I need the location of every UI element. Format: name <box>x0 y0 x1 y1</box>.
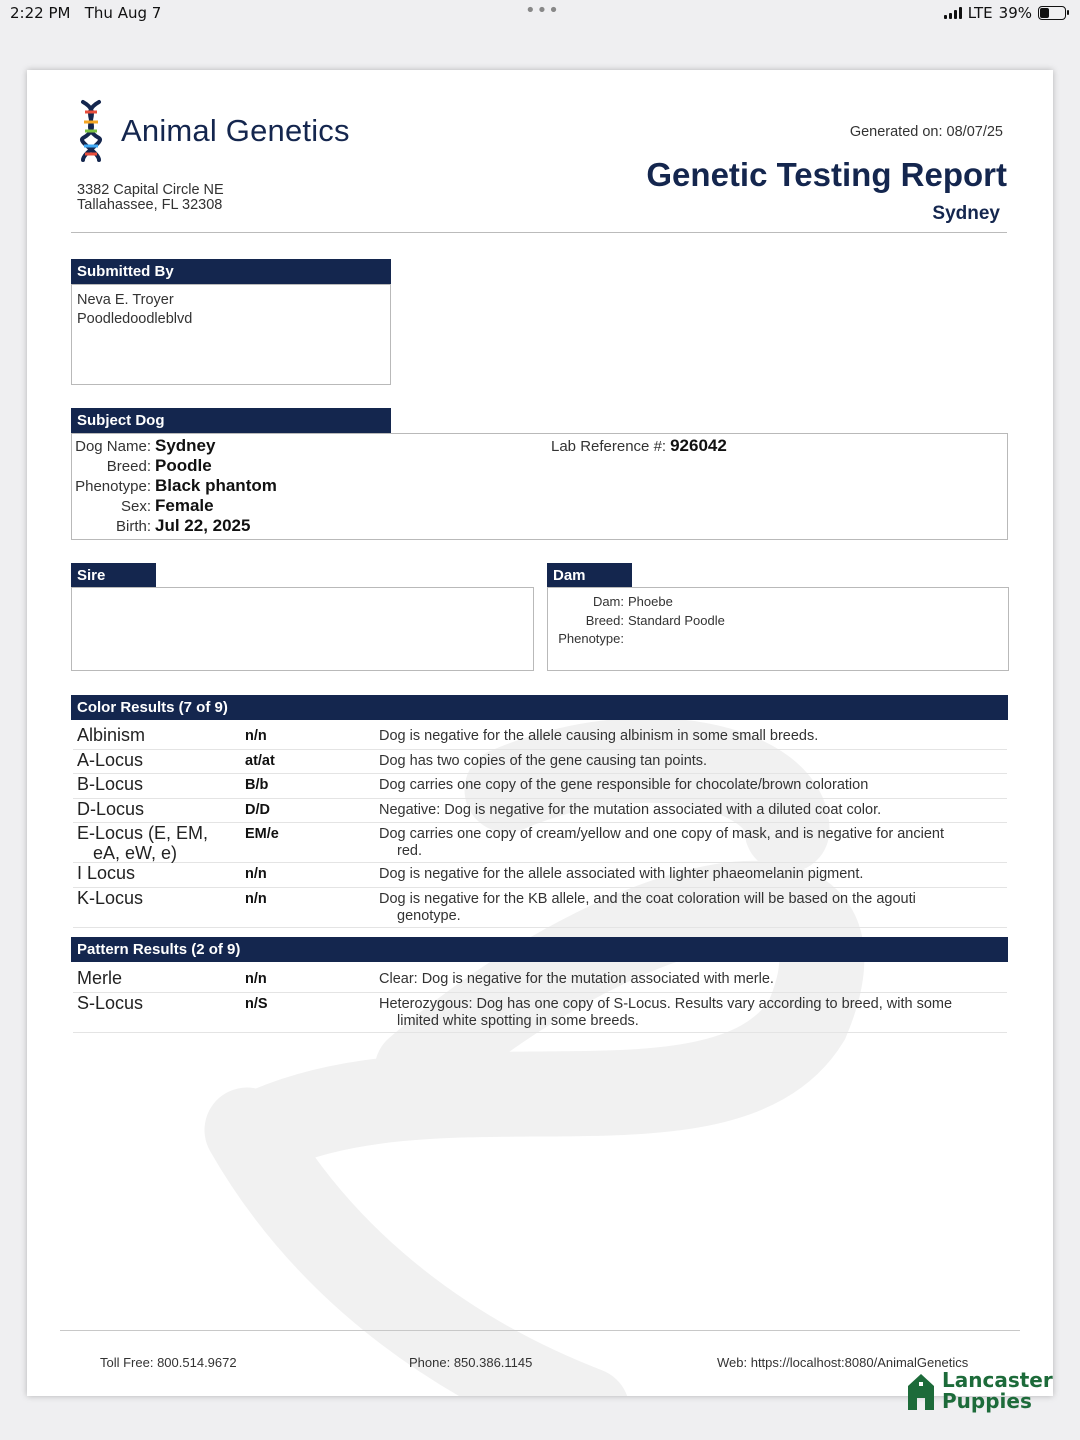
subject-field-birth: Birth: Jul 22, 2025 <box>115 516 251 535</box>
genotype: B/b <box>245 777 269 793</box>
genotype: EM/e <box>245 826 279 842</box>
report-page <box>27 70 1053 1396</box>
status-right <box>944 4 1066 22</box>
locus-name: E-Locus (E, EM, eA, eW, e) <box>77 823 209 863</box>
barn-house-icon <box>906 1372 936 1410</box>
result-row <box>73 863 1007 888</box>
brand-logo <box>75 98 350 164</box>
address-line-1: 3382 Capital Circle NE <box>77 182 224 198</box>
result-description: Dog is negative for the allele associated with lighter phaeomelanin pigment. <box>379 866 864 882</box>
brand-name: Animal Genetics <box>121 113 350 148</box>
genotype: n/n <box>245 866 267 882</box>
battery-icon <box>1038 6 1066 20</box>
battery-percent: 39% <box>998 4 1032 22</box>
pattern-results-heading: Pattern Results (2 of 9) <box>71 937 1008 962</box>
sire-box <box>71 587 534 671</box>
address-line-2: Tallahassee, FL 32308 <box>77 197 223 213</box>
report-title: Genetic Testing Report <box>646 156 1007 193</box>
lancaster-puppies-badge <box>906 1370 1053 1412</box>
lab-reference: Lab Reference #: 926042 <box>551 436 727 455</box>
locus-name: A-Locus <box>77 749 144 770</box>
result-row <box>73 993 1007 1033</box>
result-row <box>73 799 1007 824</box>
submitted-by-heading: Submitted By <box>71 259 391 284</box>
locus-name: Albinism <box>77 725 146 745</box>
dam-field-breed: Breed: Standard Poodle <box>585 613 725 628</box>
subject-dog-heading: Subject Dog <box>71 408 391 433</box>
locus-name: K-Locus <box>77 887 144 908</box>
subject-field-breed: Breed: Poodle <box>106 456 212 475</box>
result-description: Clear: Dog is negative for the mutation associated with merle. <box>379 971 774 987</box>
report-dog-name: Sydney <box>932 203 1000 224</box>
cellular-signal-icon <box>944 7 962 19</box>
locus-name: D-Locus <box>77 798 145 819</box>
badge-line-1: Lancaster <box>942 1368 1053 1392</box>
genotype: D/D <box>245 801 270 818</box>
status-bar <box>0 0 1080 28</box>
battery-fill <box>1040 8 1049 18</box>
badge-line-2: Puppies <box>942 1389 1032 1413</box>
footer-phone: Phone: 850.386.1145 <box>409 1355 533 1370</box>
genotype: at/at <box>245 752 275 769</box>
result-description: Dog is negative for the KB allele, and the coat coloration will be based on the agouti genotype. <box>379 890 916 924</box>
subject-field-sex: Sex: Female <box>120 496 214 515</box>
status-time: 2:22 PM Thu Aug 7 <box>10 4 162 22</box>
result-description: Heterozygous: Dog has one copy of S-Locus. Results vary according to breed, with some limited white spotting in some breeds. <box>379 995 953 1029</box>
result-row <box>73 968 1007 993</box>
result-description: Negative: Dog is negative for the mutation associated with a diluted coat color. <box>379 801 882 818</box>
result-description: Dog carries one copy of cream/yellow and one copy of mask, and is negative for ancient red. <box>379 826 944 859</box>
color-results-heading: Color Results (7 of 9) <box>71 695 1008 720</box>
locus-name: B-Locus <box>77 774 144 794</box>
badge-text <box>942 1370 1053 1412</box>
genotype: n/n <box>245 728 267 744</box>
submitter-name: Neva E. Troyer <box>77 292 174 308</box>
footer-web[interactable]: Web: https://localhost:8080/AnimalGenetics <box>717 1355 969 1370</box>
submitted-by-details <box>77 291 192 329</box>
locus-name: I Locus <box>77 863 136 883</box>
dam-heading: Dam <box>547 563 632 588</box>
result-row <box>73 823 1007 863</box>
result-description: Dog is negative for the allele causing albinism in some small breeds. <box>379 728 819 744</box>
generated-date: Generated on: 08/07/25 <box>849 124 1003 140</box>
multitasking-dots-icon[interactable]: ••• <box>525 0 560 21</box>
footer-toll-free: Toll Free: 800.514.9672 <box>100 1355 237 1370</box>
genotype: n/n <box>245 890 267 907</box>
result-row <box>73 725 1007 750</box>
dam-field-phenotype: Phenotype: <box>558 631 624 646</box>
dam-field-name: Dam: Phoebe <box>592 594 673 609</box>
lab-address <box>77 183 224 213</box>
submitter-org: Poodledoodleblvd <box>77 311 193 327</box>
locus-name: Merle <box>77 968 123 988</box>
network-type: LTE <box>967 4 993 22</box>
result-description: Dog carries one copy of the gene responsible for chocolate/brown coloration <box>379 777 869 793</box>
genotype: n/n <box>245 971 267 987</box>
result-row <box>73 774 1007 799</box>
result-row <box>73 750 1007 775</box>
result-row <box>73 888 1007 928</box>
dna-helix-icon <box>75 98 107 164</box>
subject-field-name: Dog Name: Sydney <box>75 436 216 455</box>
locus-name: S-Locus <box>77 992 144 1013</box>
sire-heading: Sire <box>71 563 156 588</box>
genotype: n/S <box>245 995 268 1012</box>
subject-field-phenotype: Phenotype: Black phantom <box>75 476 277 495</box>
footer-divider <box>60 1330 1020 1331</box>
result-description: Dog has two copies of the gene causing tan points. <box>379 752 708 769</box>
header-divider <box>71 232 1007 233</box>
